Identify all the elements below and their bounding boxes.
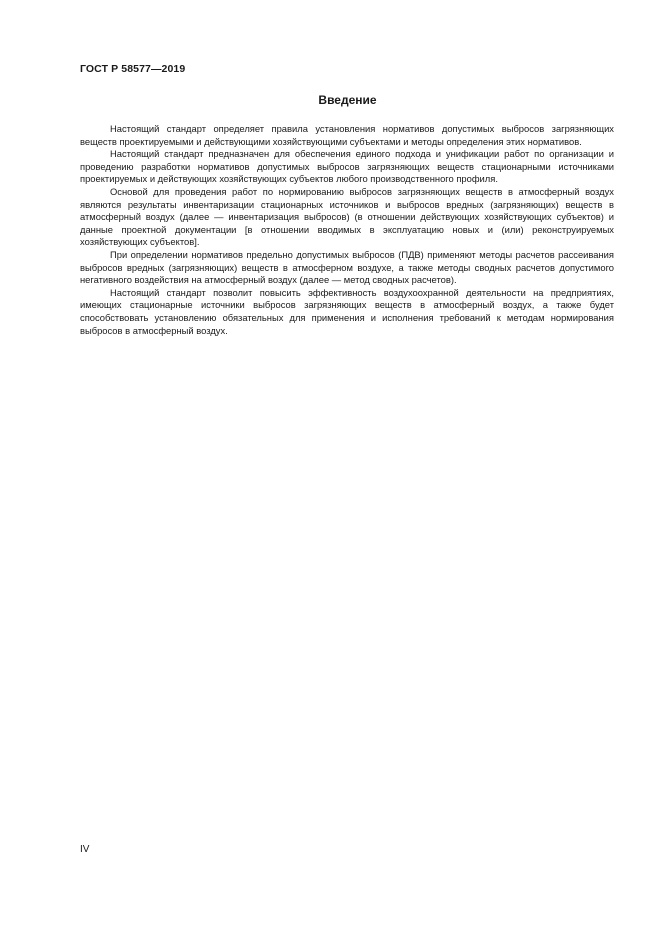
paragraph: Настоящий стандарт определяет правила установления нормативов допустимых выбросов загрязняющих веществ проектируемыми и действующими хозяйствующими субъектами и методы определения этих нормативов. — [80, 123, 614, 147]
paragraph: При определении нормативов предельно допустимых выбросов (ПДВ) применяют методы расчетов рассеивания выбросов вредных (загрязняющих) веществ в атмосферном воздухе, а также методы сводных расчетов допустимого негативного воздействия на атмосферный воздух (далее — метод сводных расчетов). — [80, 248, 614, 286]
section-body — [80, 123, 614, 337]
paragraph: Основой для проведения работ по нормированию выбросов загрязняющих веществ в атмосферный воздух являются результаты инвентаризации стационарных источников и выбросов вредных (загрязняющих) веществ в атмосферный воздух (далее — инвентаризация выбросов) (в отношении действующих хозяйствующих субъектов) и данные проектной документации [в отношении вводимых в эксплуатацию новых и (или) реконструируемых хозяйствующих субъектов]. — [80, 185, 614, 248]
document-code: ГОСТ Р 58577—2019 — [80, 63, 186, 75]
paragraph: Настоящий стандарт позволит повысить эффективность воздухоохранной деятельности на предприятиях, имеющих стационарные источники выбросов загрязняющих веществ в атмосферный воздух, а также будет способствовать установлению обязательных для применения и исполнения требований к методам нормирования выбросов в атмосферный воздух. — [80, 286, 614, 336]
page-number: IV — [80, 844, 90, 855]
paragraph: Настоящий стандарт предназначен для обеспечения единого подхода и унификации работ по организации и проведению разработки нормативов допустимых выбросов загрязняющих веществ стационарными источниками проектируемых и действующих хозяйствующих субъектов любого производственного профиля. — [80, 148, 614, 185]
section-title: Введение — [318, 93, 377, 107]
